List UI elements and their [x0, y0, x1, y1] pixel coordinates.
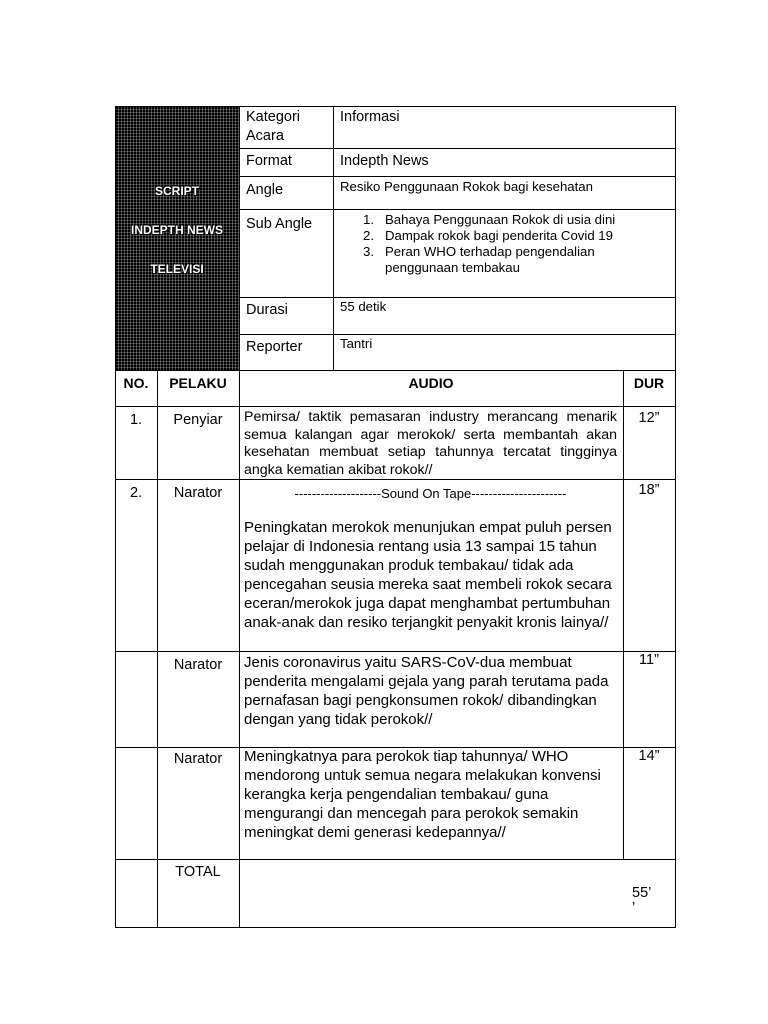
border-left — [115, 106, 116, 928]
total-duration: 55’ ’ — [632, 885, 652, 916]
row-dur: 18” — [638, 482, 660, 498]
angle-label: Angle — [246, 182, 284, 198]
reporter-label: Reporter — [246, 339, 303, 355]
row-pelaku: Narator — [173, 751, 223, 767]
title-televisi: TELEVISI — [150, 262, 204, 276]
row-dur: 12” — [638, 410, 660, 426]
border-bottom — [115, 927, 676, 928]
row-audio: Jenis coronavirus yaitu SARS-CoV-dua membuat penderita mengalami gejala yang parah terutama pada pernafasan bagi pengkonsumen rokok/ dibandingkan dengan yang tidak perokok// — [244, 654, 609, 728]
header-dur: DUR — [633, 375, 665, 391]
kategori-value: Informasi — [340, 109, 400, 125]
header-pelaku: PELAKU — [169, 375, 227, 391]
col-divider-no — [157, 370, 158, 928]
row-pelaku: Penyiar — [173, 412, 223, 428]
col-divider-pelaku — [239, 370, 240, 928]
subangle-label: Sub Angle — [246, 216, 313, 232]
info-divider-mid — [333, 106, 334, 371]
table-row-line — [115, 651, 676, 652]
row-dur: 14” — [638, 748, 660, 764]
durasi-label: Durasi — [246, 302, 288, 318]
info-row-line — [239, 148, 676, 149]
row-pelaku: Narator — [173, 485, 223, 501]
info-row-line — [239, 334, 676, 335]
info-divider-left — [239, 106, 240, 371]
table-row-line — [115, 479, 676, 480]
table-header-top — [115, 370, 676, 371]
subangle-item: 2. Dampak rokok bagi penderita Covid 19 — [363, 228, 613, 243]
title-script: SCRIPT — [154, 184, 199, 198]
title-indepth-news: INDEPTH NEWS — [130, 223, 223, 237]
format-value: Indepth News — [340, 153, 429, 169]
subangle-item: 3. Peran WHO terhadap pengendalian penggunaan tembakau — [363, 244, 595, 275]
info-row-line — [239, 176, 676, 177]
info-row-line — [239, 297, 676, 298]
row-audio: Meningkatnya para perokok tiap tahunnya/ WHO mendorong untuk semua negara melakukan konvensi kerangka kerja pengendalian tembakau/ guna mengurangi dan mencegah para perokok semakin meningkat demi generasi kedepannya// — [244, 748, 601, 841]
table-row-line — [115, 859, 676, 860]
row-audio: Pemirsa/ taktik pemasaran industry merancang menarik semua kalangan agar merokok/ serta membantah akan kesehatan membuat setiap tahunnya tercatat tingginya angka kematian akibat rokok// — [244, 409, 617, 478]
subangle-item: 1. Bahaya Penggunaan Rokok di usia dini — [363, 212, 616, 227]
kategori-label: Kategori Acara — [246, 109, 301, 144]
total-label: TOTAL — [175, 864, 221, 880]
row-pelaku: Narator — [173, 657, 223, 673]
row-no: 2. — [129, 485, 143, 501]
row-audio: Peningkatan merokok menunjukan empat puluh persen pelajar di Indonesia rentang usia 13 sampai 15 tahun sudah menggunakan produk tembakau/ tidak ada pencegahan seusia mereka saat membeli rokok secara eceran/merokok juga dapat menghambat pertumbuhan anak-anak dan resiko terjangkit penyakit kronis lainya// — [244, 519, 612, 631]
format-label: Format — [246, 153, 292, 169]
col-divider-audio — [623, 370, 624, 860]
row-dur: 11” — [639, 652, 659, 668]
header-no: NO. — [123, 375, 149, 391]
row-no: 1. — [129, 412, 143, 428]
title-block — [115, 106, 239, 371]
reporter-value: Tantri — [340, 336, 373, 351]
header-audio: AUDIO — [408, 375, 454, 391]
durasi-value: 55 detik — [340, 299, 387, 314]
border-right — [675, 106, 676, 928]
table-header-bottom — [115, 406, 676, 407]
angle-value: Resiko Penggunaan Rokok bagi kesehatan — [340, 179, 593, 194]
info-row-line — [239, 209, 676, 210]
subangle-list — [363, 212, 663, 276]
border-top — [115, 106, 676, 107]
sound-on-tape: --------------------Sound On Tape---------------------- — [294, 486, 567, 501]
